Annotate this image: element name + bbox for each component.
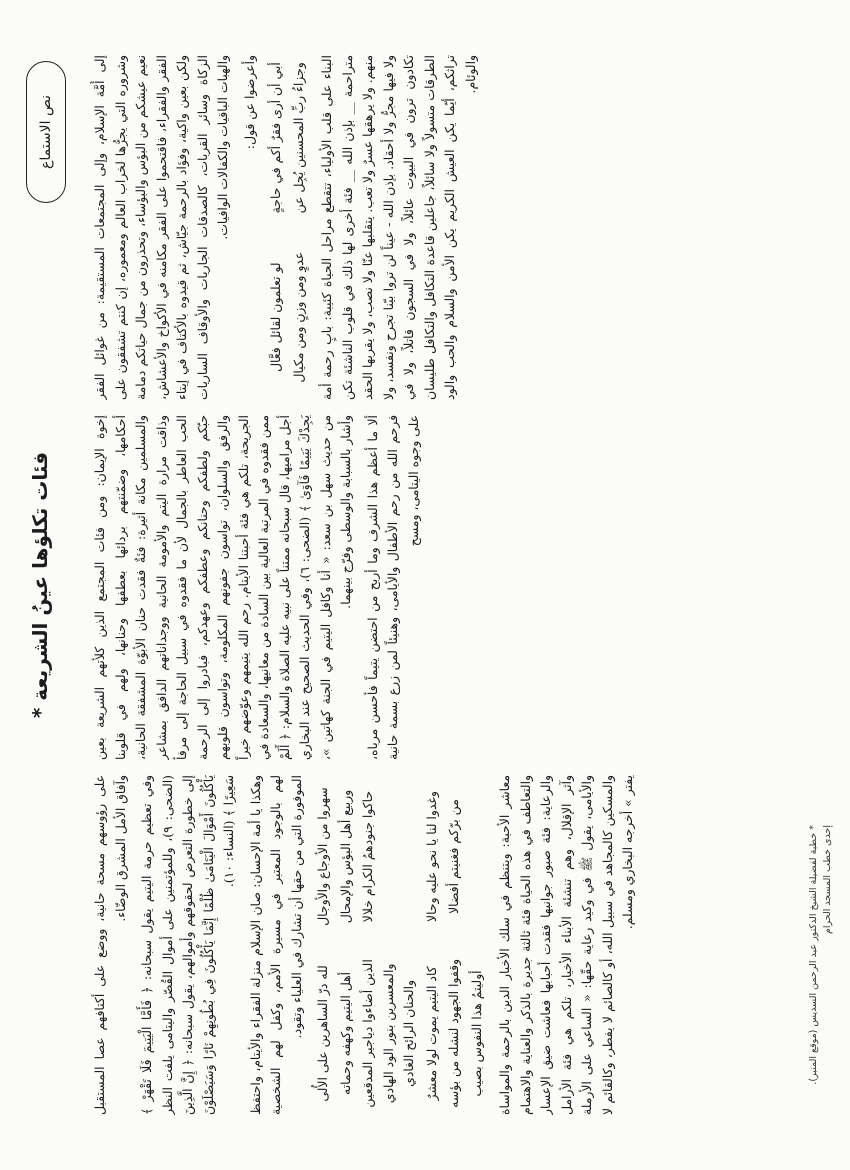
poem-line [289, 55, 310, 400]
poem-hemistich: كاد اليتيم يموت لولا معشرٌ [423, 966, 439, 1101]
paragraph: وفي تعظيم حرمة اليتيم يقول سبحانه: ﴿ فَأَمَّا الْيَتِيمَ فَلَا تَقْهَرْ ﴾ (الضحى: ٩)، وللمؤتمنين على أموال القُصّر واليتامى يلفت النظر إلى خطورة التعرض لحقوقهم وأموالهم، يقول سبحانه: ﴿ إِنَّ الَّذِينَ يَأْكُلُونَ أَمْوَالَ الْيَتَامَىٰ ظُلْمًا إِنَّمَا يَأْكُلُونَ فِي بُطُونِهِمْ نَارًا وَسَيَصْلَوْنَ سَعِيرًا ﴾ (النساء: ١٠). [139, 775, 236, 1115]
poem-line [444, 775, 465, 1115]
poem-hemistich [467, 775, 488, 938]
poem-block [313, 775, 487, 1115]
poem-hemistich: أبي أن أرى فقرٌ أكم في حاجةٍ [268, 62, 283, 214]
poem-hemistich: وجزاءُ ربِّ المحسنين يُجِل عن [290, 62, 306, 214]
poem-hemistich: لله درّ الساهرين على الأُلى [315, 965, 330, 1102]
paragraph: ألا ما أعظم هذا الشرف وما أربح من احتضن يتيماً فأحسن مرباه، فرحم الله من رحم الأطفال والأيامى، وهنيئاً لمن زرع بسمة حانية على وجوه اليتامى، ومسح [364, 415, 421, 760]
page-content [20, 55, 835, 1115]
paragraph: وهكذا يا أمة الإحسان: صان الإسلام منزلة الفقراء والأيتام، واحتفظ لهم بالوجود المعتبر في مسيرة الأمم، وكفل لهم الشخصية الموفورة التي من حقها أن تشارك في العلياء وتقود. [247, 775, 304, 1115]
poem-block [266, 55, 309, 400]
poem-hemistich: أهل اليتيم وكهفه وحماته [337, 971, 353, 1095]
paragraph: البناء على قلب الأولياء، تتقطع مراحل الحياة كئيبة: بابٍ رحمة أمة متراحمة __ بإذن الله __ فئة أخرى لها ذلك في قلوب الناشئة تكن منهم. ولا يرهقها عسرٌ ولا تعب. يتقلبها عنّا ولا نصب، ولا يقربها الحقد ولا فيها مجرُّ ولا أحقاد. بإذن الله - عيناً لن تروا بيّنا تجرح ونفسد، ولا تكادون ترون في البيوت عائلاً، ولا في السجون قاتلاً، ولا في الطرقات متسولاً ولا سائلاً، جاعلين قاعدة التكافل والتكافل طليسان تراثكم، أيّما يكن العيش الكريم يكن الأمن والسلام والحب والود والوئام. [319, 55, 478, 400]
poem-hemistich: لو تعلمون لقائل فعَّال [268, 262, 283, 372]
column-2 [90, 415, 830, 760]
poem-hemistich: الذين أضاءوا دياجير المدقعين والمعسرين بنور الود الهادي والحنان الرائح الغادي [360, 959, 416, 1108]
paragraph: معاشر الأحبة: ويتنظم في سلك الأخبار الدين بالرحمة والمواساة والتعاطف في هذه الحياة فئة ثالثة جديرة بالذكر والعناية والاهتمام والرعاية: فئة صبور جوانبها فقدت أحبابها فعاشت ضيق الإعسار وآثر الإقلال، وهم تنشئة الأبناء الأخيار، تلكم هي فئة الأرامل والأيامى، يقول ﷺ في وكيد رعاية حقّها: « الساعي على الأرملة والمسكين كالمجاهد في سبيل الله، أو كالصائم لا يفطر، وكالقائم لا يفتر » أخرجه البخاري ومسلم. [497, 775, 635, 1115]
paragraph: إخوة الإيمان: ومن فئات المجتمع الذين كلأتهم الشريعة بعين أحكامها، وضمّنتهم بردائها بعطفها وحنانها، ولهم في قلوبنا والمسلمين مكانة أثيرة: فئةٌ فقدت حنان الأبوّة المشفقة الحانية، وذاقت مرارة اليتم والأمومة الحانية ووجداناتهم الدافق بمشاعر الحب العاطر بالجمال لأن ما فقدوه في سبيل الحاجة إلى مرفأ حبّكم ولطفكم وحنانكم وعطفكم وعهدكم، فبادروا إلى الرحمة والرفق والسلوان، تواسون جفونهم المكلومة، وتواسون قلوبهم الجريحة، تلكم هي فئة أحبتنا الأيتام. رحم الله يتيمهم وعوّضهم خيراً ممن فقدوه في المرتبة العالية بين السادة من معانيها، والسعادة في أجل مراميها، قال سبحانه ممتناً على نبيه عليه الصلاة والسلام: ﴿ أَلَمْ يَجِدْكَ يَتِيمًا فَآوَىٰ ﴾ (الضحى: ٦)، وفي الحديث الصحيح عند البخاري من حديث سهل بن سعد: « أنا وكافل اليتيم في الجنة كهاتين »، وأشار بالسبابة والوسطى وفرّج بينهما. [92, 415, 353, 760]
footnote-line: إحدى خطب المسجد الحرام [822, 825, 833, 935]
poem-line [358, 775, 420, 1115]
poem-hemistich: حاكوا جنودهمُ الكرام خلالا [360, 790, 375, 923]
footnote [807, 825, 835, 1085]
poem-line [313, 775, 334, 1115]
column-1 [90, 55, 830, 400]
poem-line [336, 775, 357, 1115]
poem-hemistich: وغدوا لنا يا نحو عليه وحالا [423, 791, 439, 922]
poem-hemistich: سهروا من الأوجاع والأوجال [315, 787, 330, 926]
column-3 [90, 775, 830, 1115]
poem-hemistich: أوليتمُ هذا النفوس بصيب [468, 970, 484, 1097]
poem-hemistich: عدوٍ ومن وزنٍ ومن مكيال [290, 251, 306, 383]
section-label-box: نص الاستماع [26, 61, 66, 203]
paragraph: وأعرضوا عن قول: [241, 55, 257, 150]
paragraph: إلى أُمَّة الإسلام، وإلى المجتمعات المستقيمة: من غوائل الفقر وشروره التي يجرُّها لخراب العالم ومعموره، إن كنتم تشفقون على نعيم عيشكم من البؤس والبؤساء، وتحذرون من جمال حياتكم دمامة الفقر والفقراء، فاقتحموا على الفقر مكامنه في الأكواخ والأعشاش، ولكن بعين واكية، وفؤاد بالرحمة جيّاش، ثم قيدوه بالأكتاف في إيتاء الزكاة وسائر القربات، كالصدقات الجاريات والأوقاف الساريات والهبات الباقيات والكفالات الوافيات. [92, 55, 230, 400]
page-title: فئات تكلؤها عينُ الشريعة * [28, 451, 52, 719]
footnote-line: * خطبة لفضيلة الشيخ الدكتور عبد الرحمن السديس (موقع المنبر). [808, 825, 819, 1085]
header [20, 55, 90, 1115]
poem-line [467, 775, 488, 1115]
poem-line [266, 55, 287, 400]
poem-hemistich: من برّكم فغنيتم أفضالا [446, 799, 461, 914]
poem-hemistich: وربيع أهل البؤس والإمحال [337, 789, 353, 924]
paragraph: على رؤوسهم مسحة حانية، ووضع على أكتافهم عصا المستقبل وآفاق الأمل المشرق الوضّاء. [92, 775, 128, 1115]
poem-hemistich: وقفوا الجهود لنشله من بؤسه [446, 958, 461, 1108]
poem-line [422, 775, 443, 1115]
